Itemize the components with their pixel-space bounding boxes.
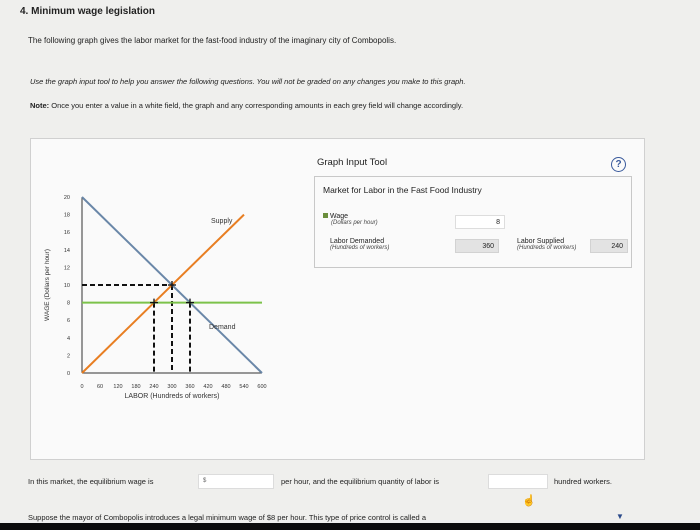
supplied-unit: (Hundreds of workers) [517,245,577,252]
hand-cursor-icon: ☝ [522,495,536,507]
y-tick-label: 4 [66,335,70,342]
question-continuation: Suppose the mayor of Combopolis introduces a legal minimum wage of $8 per hour. This type of price control is called a [28,513,426,522]
help-icon[interactable]: ? [611,157,626,172]
y-tick-label: 8 [66,300,70,307]
demanded-unit: (Hundreds of workers) [330,245,390,252]
supplied-label-group [517,238,587,252]
demanded-label-group [330,238,400,252]
answer-part3: hundred workers. [554,477,612,486]
y-axis-label: WAGE (Dollars per hour) [44,249,51,321]
y-tick-label: 10 [63,283,70,289]
x-tick-label: 60 [96,384,104,390]
equilibrium-wage-input[interactable]: $ [198,474,274,489]
y-tick-label: 12 [63,265,70,272]
graph-input-tool [314,176,632,268]
wage-label-group [323,213,378,227]
equilibrium-quantity-input[interactable] [488,474,548,489]
demanded-label: Labor Demanded [330,238,385,245]
x-tick-label: 120 [113,384,123,390]
y-tick-label: 16 [63,230,70,237]
x-tick-label: 480 [221,384,231,390]
dropdown-chevron-icon[interactable]: ▼ [616,512,624,521]
curve-supply [82,215,244,373]
y-tick-label: 18 [63,212,70,219]
answer-part2: per hour, and the equilibrium quantity of labor is [281,477,440,486]
market-subtitle: Market for Labor in the Fast Food Industry [323,185,482,195]
y-tick-label: 14 [63,247,70,254]
question-title: 4. Minimum wage legislation [20,6,156,17]
y-tick-label: 2 [66,353,70,360]
y-tick-label: 6 [66,318,70,325]
x-tick-label: 600 [257,384,267,390]
graph-panel [30,138,645,460]
x-axis-label: LABOR (Hundreds of workers) [124,393,220,400]
labor-demanded-value: 360 [455,239,499,253]
note-text [30,101,463,110]
note-body: Once you enter a value in a white field, the graph and any corresponding amounts in each grey field will change accordingly. [49,101,464,110]
intro-text: The following graph gives the labor market for the fast-food industry of the imaginary city of Combopolis. [28,36,397,45]
x-tick-label: 180 [131,384,141,390]
instruction-text: Use the graph input tool to help you answer the following questions. You will not be graded on any changes you make to this graph. [30,77,466,86]
graph-input-tool-title: Graph Input Tool [317,157,388,168]
x-tick-label: 300 [167,384,177,390]
bottom-edge [0,523,700,530]
x-tick-label: 540 [239,384,249,390]
wage-input[interactable]: 8 [455,215,505,229]
x-tick-label: 0 [80,384,84,390]
x-tick-label: 420 [203,384,213,390]
labor-market-chart[interactable] [31,139,311,461]
supply-curve-label: Supply [211,218,233,225]
answer-part1: In this market, the equilibrium wage is [28,477,154,486]
x-tick-label: 240 [149,384,159,390]
supplied-label: Labor Supplied [517,238,565,245]
demand-curve-label: Demand [209,324,236,331]
y-tick-label: 20 [63,195,70,201]
wage-label: Wage [330,213,349,220]
wage-swatch-icon [323,213,328,218]
x-tick-label: 360 [185,384,195,390]
y-tick-label: 0 [66,371,70,377]
note-label: Note: [30,101,50,110]
wage-unit: (Dollars per hour) [331,220,378,227]
labor-supplied-value: 240 [590,239,628,253]
